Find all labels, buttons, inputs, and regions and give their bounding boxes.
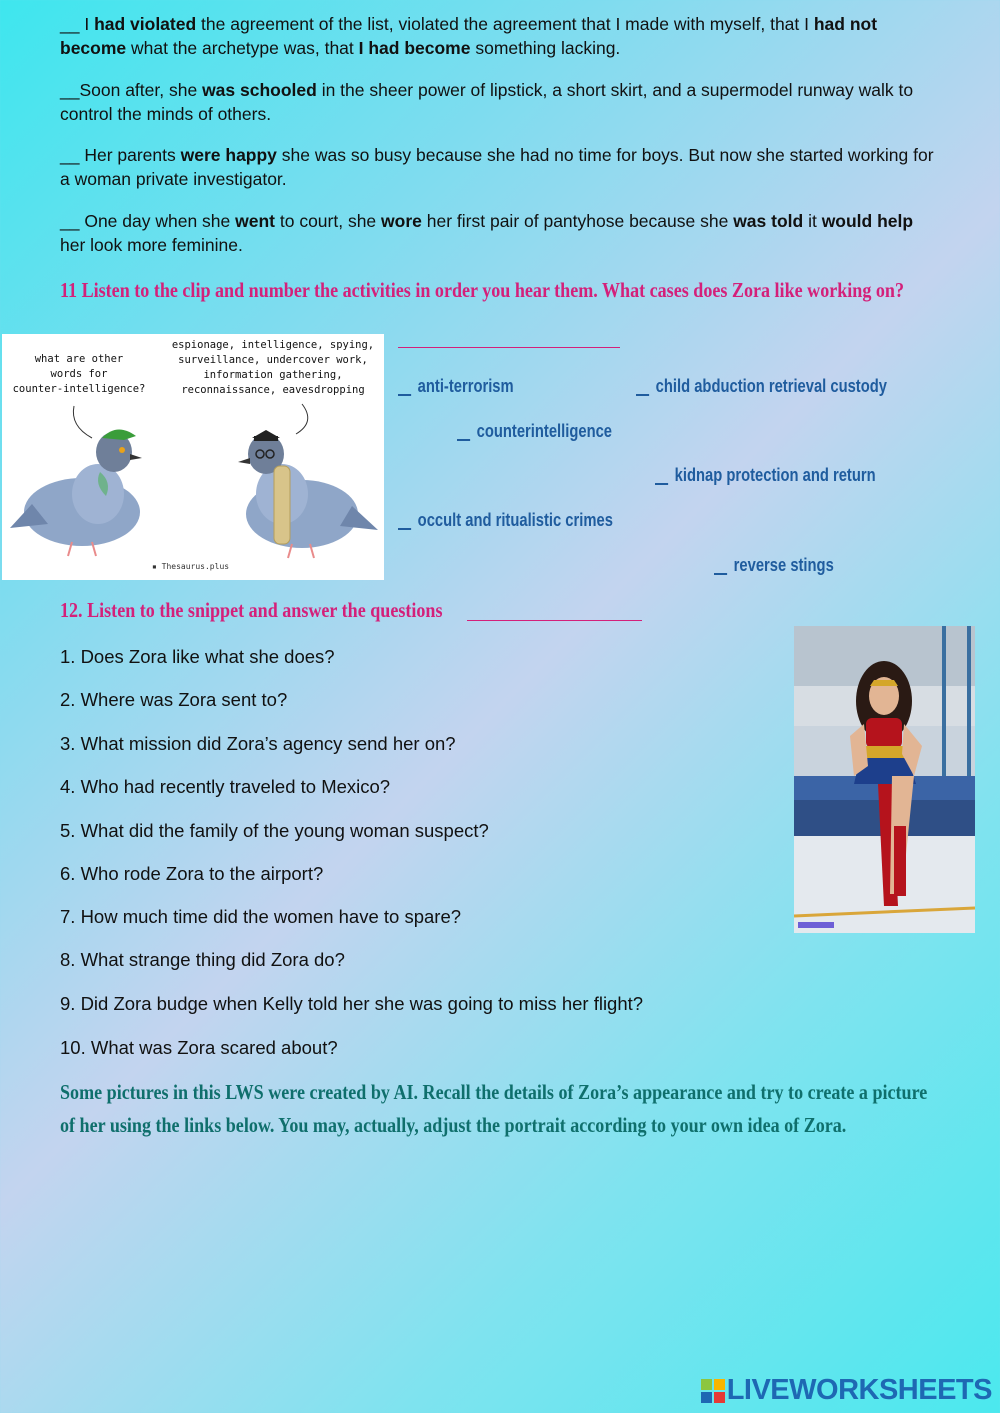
question-5: 5. What did the family of the young woman suspect? — [60, 820, 489, 841]
paragraph-2 — [60, 78, 940, 126]
bold-phrase: had violated — [94, 14, 197, 34]
text-segment: __Soon after, she — [60, 80, 203, 100]
activity-counterintelligence[interactable]: counterintelligence — [457, 421, 612, 442]
question-3: 3. What mission did Zora’s agency send her on? — [60, 733, 456, 754]
liveworksheets-logo-text: LIVEWORKSHEETS — [726, 1374, 992, 1406]
text-segment: to court, she — [275, 211, 382, 231]
bold-phrase: were happy — [180, 145, 277, 165]
pigeon-right-caption: espionage, intelligence, spying, surveillance, undercover work, information gathering, reconnaissance, eavesdropping — [171, 339, 375, 396]
bold-phrase: I had become — [358, 38, 471, 58]
bold-phrase: went — [235, 211, 275, 231]
paragraph-3 — [60, 143, 940, 191]
text-segment: she was so busy because she had no time for boys. But now she started working for a woman private investigator. — [60, 145, 934, 189]
liveworksheets-logo — [701, 1374, 992, 1407]
zora-airport-photo — [794, 626, 975, 933]
thesaurus-credit: ▪ Thesaurus.plus — [152, 562, 230, 571]
left-pigeon — [10, 429, 142, 556]
question-8: 8. What strange thing did Zora do? — [60, 949, 345, 970]
section-11-answer-line[interactable] — [398, 347, 620, 348]
question-6: 6. Who rode Zora to the airport? — [60, 863, 324, 884]
bold-phrase: wore — [381, 211, 422, 231]
liveworksheets-logo-icon — [701, 1379, 725, 1403]
closing-paragraph: Some pictures in this LWS were created by AI. Recall the details of Zora’s appearance and try to create a picture of her using the links below. You may, actually, adjust the portrait according to your own idea of Zora. — [60, 1080, 928, 1137]
text-segment: it — [803, 211, 822, 231]
text-segment: __ One day when she — [60, 211, 236, 231]
text-segment: her first pair of pantyhose because she — [421, 211, 734, 231]
section-11-heading: 11 Listen to the clip and number the activities in order you hear them. What cases does Zora like working on? — [60, 278, 905, 302]
text-segment: __ Her parents — [60, 145, 181, 165]
number-blank[interactable] — [636, 394, 649, 396]
book-icon: ▪ — [152, 562, 162, 571]
number-blank[interactable] — [398, 528, 411, 530]
text-segment: __ I — [60, 14, 95, 34]
text-segment: the agreement of the list, violated the agreement that I made with myself, that I — [196, 14, 814, 34]
question-2: 2. Where was Zora sent to? — [60, 689, 288, 710]
pigeon-left-caption: what are other words for counter-intelligence? — [12, 353, 146, 395]
question-9: 9. Did Zora budge when Kelly told her she was going to miss her flight? — [60, 993, 644, 1014]
number-blank[interactable] — [398, 394, 411, 396]
right-pigeon — [238, 430, 378, 558]
bold-phrase: had not become — [60, 14, 878, 58]
question-4: 4. Who had recently traveled to Mexico? — [60, 776, 391, 797]
paragraph-1 — [60, 12, 940, 60]
section-12-answer-line[interactable] — [467, 620, 642, 621]
bold-phrase: was schooled — [202, 80, 317, 100]
zora-airport-illustration — [794, 626, 975, 933]
activity-occult-crimes[interactable]: occult and ritualistic crimes — [398, 510, 613, 531]
number-blank[interactable] — [457, 439, 470, 441]
number-blank[interactable] — [655, 483, 668, 485]
question-1: 1. Does Zora like what she does? — [60, 646, 335, 667]
activity-child-abduction[interactable]: child abduction retrieval custody — [636, 376, 887, 397]
activity-kidnap-protection[interactable]: kidnap protection and return — [655, 465, 876, 486]
pigeon-illustration — [2, 334, 384, 580]
section-12-heading: 12. Listen to the snippet and answer the questions — [60, 598, 443, 622]
text-segment: her look more feminine. — [60, 235, 243, 255]
text-segment: in the sheer power of lipstick, a short skirt, and a supermodel runway walk to control the minds of others. — [60, 80, 914, 124]
question-10: 10. What was Zora scared about? — [60, 1037, 338, 1058]
number-blank[interactable] — [714, 573, 727, 575]
activity-anti-terrorism[interactable]: anti-terrorism — [398, 376, 514, 397]
text-segment: what the archetype was, that — [126, 38, 359, 58]
bold-phrase: would help — [821, 211, 914, 231]
activity-reverse-stings[interactable]: reverse stings — [714, 555, 834, 576]
pigeons-drawing — [2, 334, 384, 580]
text-segment: something lacking. — [470, 38, 621, 58]
paragraph-4 — [60, 209, 940, 257]
question-7: 7. How much time did the women have to spare? — [60, 906, 462, 927]
bold-phrase: was told — [733, 211, 804, 231]
